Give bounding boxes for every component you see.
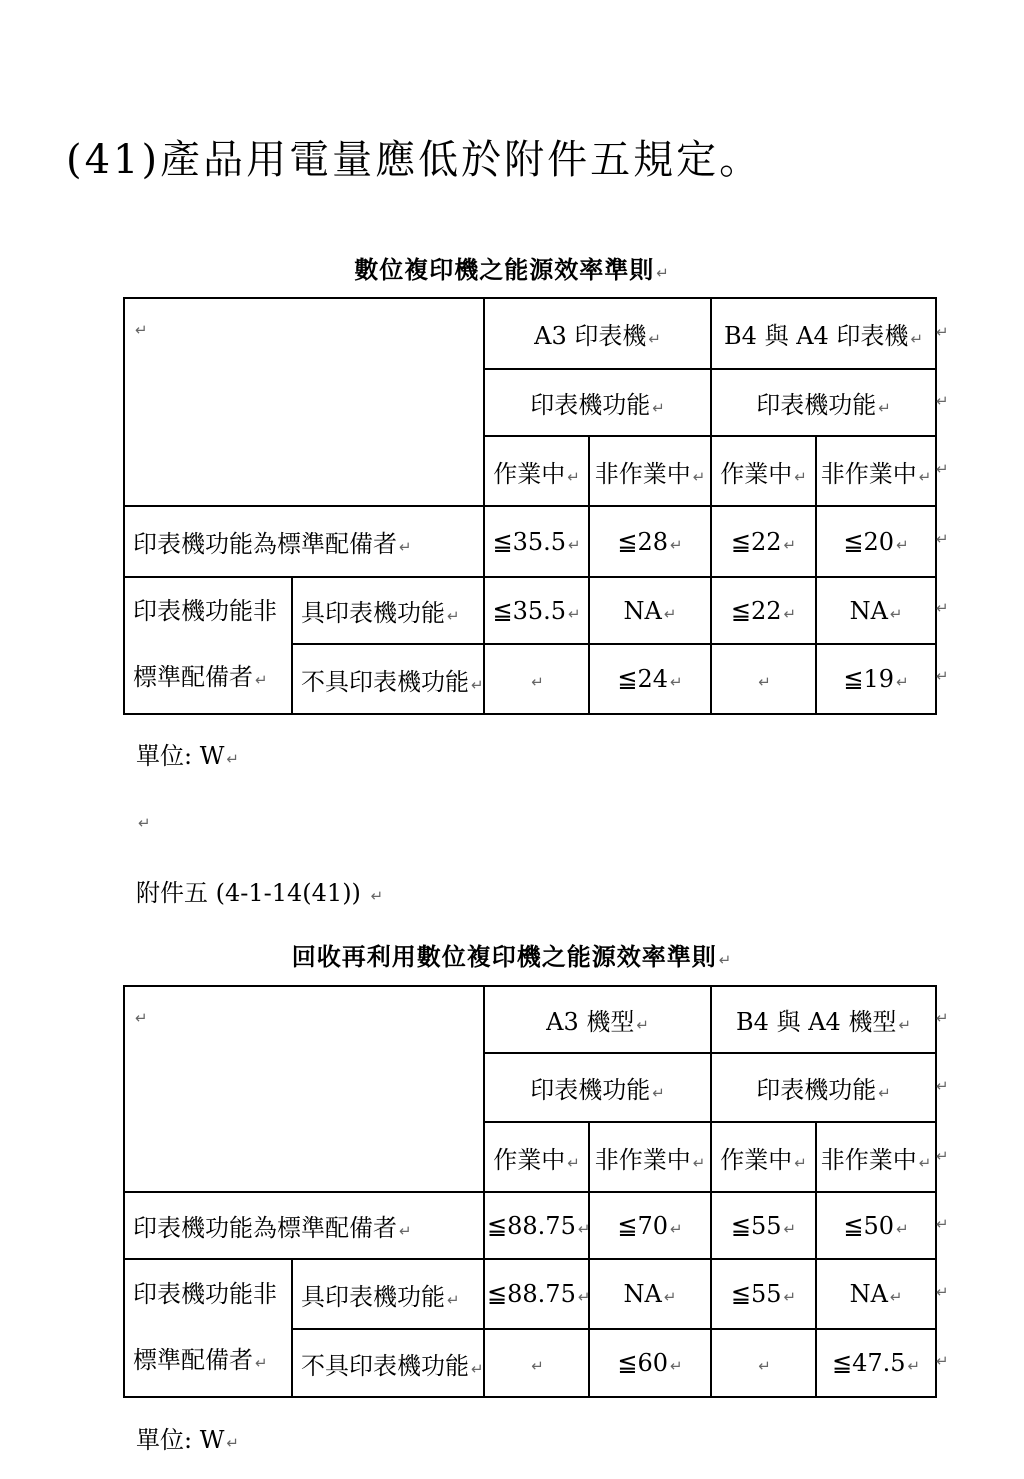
value-cell: ≦55 ↵ [711,1259,816,1329]
paragraph-mark: ↵ [718,951,733,969]
paragraph-mark: ↵ [656,264,670,282]
value-cell: ≦60 ↵ [589,1329,711,1397]
sub-header: 作業中 ↵ [484,436,589,506]
row-sublabel-without-printer: 不具印表機功能 ↵ [292,644,484,714]
sub-header: 作業中 ↵ [711,1122,816,1192]
value-cell: ≦20 ↵ [816,506,936,577]
sub-header: 作業中 ↵ [484,1122,589,1192]
sub-header: 非作業中 ↵ [816,436,936,506]
energy-criteria-table-2 [123,985,937,1398]
value-cell: ≦55 ↵ [711,1192,816,1259]
value-cell: ≦47.5 ↵ [816,1329,936,1397]
attachment-label: 附件五 (4-1-14(41)) ↵ [136,879,384,907]
table2-caption-text: 回收再利用數位複印機之能源效率準則 [291,942,717,971]
value-cell: ≦35.5 ↵ [484,577,589,644]
value-cell: ≦22 ↵ [711,577,816,644]
value-cell: NA ↵ [816,577,936,644]
func-header: 印表機功能 ↵ [711,369,936,436]
value-cell: ≦19 ↵ [816,644,936,714]
row-label-standard: 印表機功能為標準配備者 ↵ [124,506,484,577]
func-header: 印表機功能 ↵ [711,1053,936,1122]
value-cell: ↵ [484,644,589,714]
value-cell: NA ↵ [816,1259,936,1329]
sub-header: 非作業中 ↵ [589,436,711,506]
value-cell: NA ↵ [589,1259,711,1329]
value-cell: ↵ [484,1329,589,1397]
value-cell: ≦70 ↵ [589,1192,711,1259]
paragraph-mark: ↵ [135,1009,148,1027]
energy-criteria-table-1 [123,297,937,715]
row-label-nonstandard: 印表機功能非 標準配備者 ↵ [124,577,292,714]
col-group-a3: A3 印表機 ↵ [484,298,711,369]
table1-caption [0,250,1024,285]
row-label-nonstandard: 印表機功能非 標準配備者 ↵ [124,1259,292,1397]
corner-cell [124,986,484,1192]
value-cell: ≦50 ↵ [816,1192,936,1259]
value-cell: ↵ [711,644,816,714]
value-cell: ≦88.75 ↵ [484,1192,589,1259]
value-cell: ≦24 ↵ [589,644,711,714]
row-sublabel-without-printer: 不具印表機功能 ↵ [292,1329,484,1397]
empty-paragraph: ↵ [138,814,151,832]
col-group-a3: A3 機型 ↵ [484,986,711,1053]
corner-cell [124,298,484,506]
row-sublabel-with-printer: 具印表機功能 ↵ [292,577,484,644]
page-heading: (41)產品用電量應低於附件五規定。 [66,137,763,183]
value-cell: ≦22 ↵ [711,506,816,577]
row-sublabel-with-printer: 具印表機功能 ↵ [292,1259,484,1329]
value-cell: ↵ [711,1329,816,1397]
row-label-standard: 印表機功能為標準配備者 ↵ [124,1192,484,1259]
table2-caption [0,937,1024,972]
table2-unit-note: 單位: W ↵ [136,1426,239,1454]
value-cell: ≦35.5 ↵ [484,506,589,577]
sub-header: 非作業中 ↵ [589,1122,711,1192]
value-cell: ≦28 ↵ [589,506,711,577]
table1-caption-text: 數位複印機之能源效率準則 [354,255,655,284]
col-group-b4-a4: B4 與 A4 機型 ↵ [711,986,936,1053]
value-cell: ≦88.75 ↵ [484,1259,589,1329]
value-cell: NA ↵ [589,577,711,644]
sub-header: 非作業中 ↵ [816,1122,936,1192]
func-header: 印表機功能 ↵ [484,369,711,436]
func-header: 印表機功能 ↵ [484,1053,711,1122]
col-group-b4-a4: B4 與 A4 印表機 ↵ [711,298,936,369]
paragraph-mark: ↵ [135,321,148,339]
table1-unit-note: 單位: W ↵ [136,742,239,770]
sub-header: 作業中 ↵ [711,436,816,506]
